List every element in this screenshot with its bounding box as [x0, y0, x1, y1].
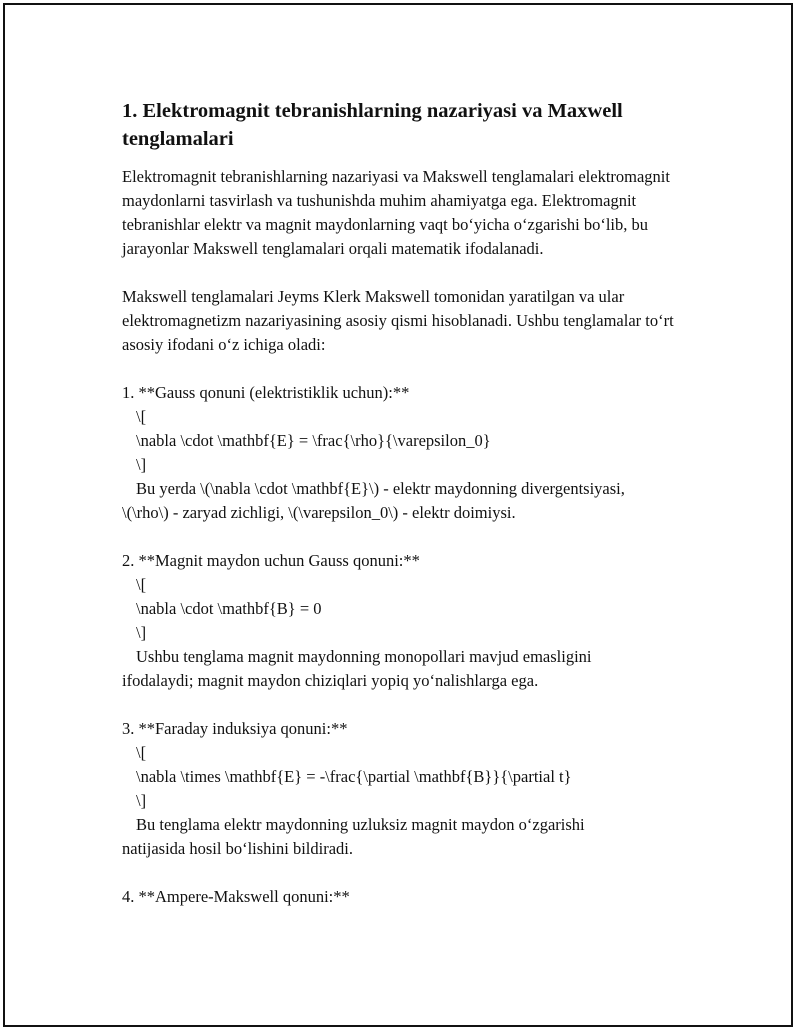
- equation-description-continued: \(\rho\) - zaryad zichligi, \(\varepsilon_0\) - elektr doimiysi.: [122, 503, 516, 522]
- equation-close: \]: [136, 623, 147, 642]
- second-paragraph: Makswell tenglamalari Jeyms Klerk Makswell tomonidan yaratilgan va ular elektromagnetizm nazariyasining asosiy qismi hisoblanadi. Ushbu tenglamalar to‘rt asosiy ifodani o‘z ichiga oladi:: [122, 287, 678, 354]
- equation-item-3: [122, 717, 702, 861]
- equation-description: Ushbu tenglama magnit maydonning monopollari mavjud emasligini: [136, 647, 592, 666]
- paragraph-spacer: [122, 261, 702, 285]
- equation-title: 3. **Faraday induksiya qonuni:**: [122, 719, 348, 738]
- equation-item-1: [122, 381, 702, 525]
- paragraph-spacer: [122, 861, 702, 885]
- equation-description: Bu yerda \(\nabla \cdot \mathbf{E}\) - elektr maydonning divergentsiyasi,: [136, 479, 625, 498]
- equation-formula: \nabla \times \mathbf{E} = -\frac{\partial \mathbf{B}}{\partial t}: [136, 767, 572, 786]
- equation-title: 2. **Magnit maydon uchun Gauss qonuni:**: [122, 551, 420, 570]
- equation-close: \]: [136, 791, 147, 810]
- equation-open: \[: [136, 743, 147, 762]
- equation-title: 4. **Ampere-Makswell qonuni:**: [122, 887, 350, 906]
- paragraph-spacer: [122, 357, 702, 381]
- equation-description-continued: ifodalaydi; magnit maydon chiziqlari yopiq yo‘nalishlarga ega.: [122, 671, 539, 690]
- paragraph-spacer: [122, 525, 702, 549]
- document-page: [3, 3, 793, 1027]
- equation-title: 1. **Gauss qonuni (elektristiklik uchun):**: [122, 383, 410, 402]
- equation-description-continued: natijasida hosil bo‘lishini bildiradi.: [122, 839, 353, 858]
- equation-formula: \nabla \cdot \mathbf{E} = \frac{\rho}{\varepsilon_0}: [136, 431, 491, 450]
- equation-item-2: [122, 549, 702, 693]
- document-content: [122, 97, 702, 909]
- equation-close: \]: [136, 455, 147, 474]
- paragraph-spacer: [122, 693, 702, 717]
- equation-open: \[: [136, 575, 147, 594]
- equation-description: Bu tenglama elektr maydonning uzluksiz magnit maydon o‘zgarishi: [136, 815, 585, 834]
- equation-open: \[: [136, 407, 147, 426]
- equation-item-4: [122, 885, 702, 909]
- intro-paragraph: Elektromagnit tebranishlarning nazariyasi va Makswell tenglamalari elektromagnit maydonlarni tasvirlash va tushunishda muhim ahamiyatga ega. Elektromagnit tebranishlar elektr va magnit maydonlarning vaqt bo‘yicha o‘zgarishi bo‘lib, bu jarayonlar Makswell tenglamalari orqali matematik ifodalanadi.: [122, 167, 675, 258]
- document-heading: 1. Elektromagnit tebranishlarning nazariyasi va Maxwell tenglamalari: [122, 100, 623, 150]
- equation-formula: \nabla \cdot \mathbf{B} = 0: [136, 599, 322, 618]
